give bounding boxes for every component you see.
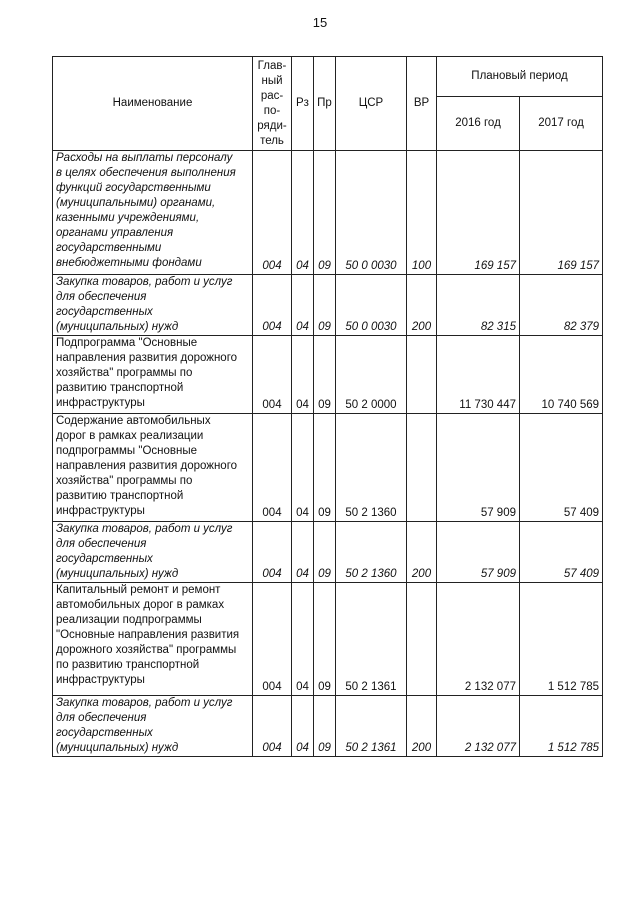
row-name-line: хозяйства" программы по — [56, 475, 193, 487]
table-row — [53, 522, 603, 583]
row-name-line: Закупка товаров, работ и услуг — [56, 276, 233, 288]
header-manager — [253, 57, 292, 151]
table-row — [53, 336, 603, 414]
cell-amount-2016: 57 909 — [437, 522, 520, 583]
cell-pr: 09 — [314, 414, 336, 522]
header-name: Наименование — [53, 57, 253, 151]
row-name — [53, 696, 253, 757]
row-name-line: государственных — [56, 306, 153, 318]
cell-csr: 50 2 1361 — [336, 583, 407, 696]
row-name-line: инфраструктуры — [56, 505, 145, 517]
row-name-line: по развитию транспортной — [56, 659, 200, 671]
cell-manager-code: 004 — [253, 583, 292, 696]
table-row — [53, 414, 603, 522]
cell-amount-2017: 10 740 569 — [520, 336, 603, 414]
cell-amount-2016: 2 132 077 — [437, 696, 520, 757]
row-name-line: (муниципальными) органами, — [56, 197, 216, 209]
header-csr: ЦСР — [336, 57, 407, 151]
cell-amount-2017: 1 512 785 — [520, 583, 603, 696]
cell-vr: 200 — [407, 696, 437, 757]
cell-csr: 50 2 1360 — [336, 414, 407, 522]
cell-amount-2016: 57 909 — [437, 414, 520, 522]
cell-vr — [407, 336, 437, 414]
row-name-line: направления развития дорожного — [56, 352, 238, 364]
header-manager-line: рас- — [260, 89, 284, 102]
row-name-line: подпрограммы "Основные — [56, 445, 198, 457]
row-name-line: внебюджетными фондами — [56, 257, 202, 269]
row-name — [53, 414, 253, 522]
cell-rz: 04 — [292, 696, 314, 757]
row-name-line: Подпрограмма "Основные — [56, 337, 198, 349]
header-year-2017: 2017 год — [520, 97, 603, 151]
cell-vr: 200 — [407, 522, 437, 583]
cell-manager-code: 004 — [253, 336, 292, 414]
cell-vr: 100 — [407, 151, 437, 275]
header-manager-line: тель — [260, 134, 284, 147]
row-name — [53, 151, 253, 275]
row-name-line: (муниципальных) нужд — [56, 321, 179, 333]
row-name — [53, 275, 253, 336]
table-row — [53, 583, 603, 696]
budget-table — [52, 56, 603, 757]
row-name-line: казенными учреждениями, — [56, 212, 200, 224]
cell-rz: 04 — [292, 275, 314, 336]
cell-manager-code: 004 — [253, 414, 292, 522]
row-name-line: Закупка товаров, работ и услуг — [56, 697, 233, 709]
row-name-line: Капитальный ремонт и ремонт — [56, 584, 221, 596]
row-name — [53, 583, 253, 696]
row-name-line: для обеспечения — [56, 712, 147, 724]
cell-amount-2017: 57 409 — [520, 414, 603, 522]
row-name-line: для обеспечения — [56, 291, 147, 303]
cell-amount-2017: 57 409 — [520, 522, 603, 583]
row-name-line: для обеспечения — [56, 538, 147, 550]
cell-amount-2017: 169 157 — [520, 151, 603, 275]
row-name-line: органами управления — [56, 227, 174, 239]
header-rz: Рз — [292, 57, 314, 151]
cell-rz: 04 — [292, 522, 314, 583]
row-name-line: развитию транспортной — [56, 490, 184, 502]
table-row — [53, 151, 603, 275]
row-name-line: развитию транспортной — [56, 382, 184, 394]
cell-vr — [407, 414, 437, 522]
row-name-line: хозяйства" программы по — [56, 367, 193, 379]
cell-csr: 50 0 0030 — [336, 275, 407, 336]
header-manager-line: по- — [263, 104, 281, 117]
cell-amount-2016: 82 315 — [437, 275, 520, 336]
header-manager-line: ряди- — [257, 119, 287, 132]
row-name-line: Закупка товаров, работ и услуг — [56, 523, 233, 535]
table-body — [53, 151, 603, 757]
cell-rz: 04 — [292, 151, 314, 275]
cell-csr: 50 2 1361 — [336, 696, 407, 757]
row-name-line: государственными — [56, 242, 162, 254]
row-name-line: (муниципальных) нужд — [56, 742, 179, 754]
row-name — [53, 336, 253, 414]
row-name-line: дорожного хозяйства" программы — [56, 644, 237, 656]
cell-manager-code: 004 — [253, 151, 292, 275]
cell-pr: 09 — [314, 336, 336, 414]
header-period: Плановый период — [437, 57, 603, 97]
cell-rz: 04 — [292, 583, 314, 696]
header-vr: ВР — [407, 57, 437, 151]
header-manager-line: ный — [261, 74, 283, 87]
header-manager-line: Глав- — [257, 59, 287, 72]
cell-vr: 200 — [407, 275, 437, 336]
cell-pr: 09 — [314, 275, 336, 336]
header-year-2016: 2016 год — [437, 97, 520, 151]
cell-pr: 09 — [314, 583, 336, 696]
header-pr: Пр — [314, 57, 336, 151]
cell-csr: 50 2 0000 — [336, 336, 407, 414]
row-name-line: автомобильных дорог в рамках — [56, 599, 225, 611]
row-name-line: инфраструктуры — [56, 674, 145, 686]
cell-amount-2016: 169 157 — [437, 151, 520, 275]
row-name-line: дорог в рамках реализации — [56, 430, 204, 442]
cell-pr: 09 — [314, 696, 336, 757]
row-name-line: в целях обеспечения выполнения — [56, 167, 236, 179]
row-name — [53, 522, 253, 583]
cell-manager-code: 004 — [253, 522, 292, 583]
cell-amount-2017: 82 379 — [520, 275, 603, 336]
cell-rz: 04 — [292, 336, 314, 414]
page-number: 15 — [312, 15, 328, 30]
table-row — [53, 696, 603, 757]
cell-amount-2017: 1 512 785 — [520, 696, 603, 757]
table-row — [53, 275, 603, 336]
cell-csr: 50 2 1360 — [336, 522, 407, 583]
row-name-line: государственных — [56, 553, 153, 565]
cell-rz: 04 — [292, 414, 314, 522]
row-name-line: (муниципальных) нужд — [56, 568, 179, 580]
row-name-line: функций государственными — [56, 182, 211, 194]
row-name-line: реализации подпрограммы — [56, 614, 202, 626]
cell-manager-code: 004 — [253, 275, 292, 336]
cell-csr: 50 0 0030 — [336, 151, 407, 275]
cell-vr — [407, 583, 437, 696]
row-name-line: Расходы на выплаты персоналу — [56, 152, 233, 164]
row-name-line: Содержание автомобильных — [56, 415, 211, 427]
row-name-line: государственных — [56, 727, 153, 739]
cell-pr: 09 — [314, 522, 336, 583]
row-name-line: инфраструктуры — [56, 397, 145, 409]
cell-amount-2016: 2 132 077 — [437, 583, 520, 696]
row-name-line: направления развития дорожного — [56, 460, 238, 472]
cell-manager-code: 004 — [253, 696, 292, 757]
row-name-line: "Основные направления развития — [56, 629, 240, 641]
cell-pr: 09 — [314, 151, 336, 275]
cell-amount-2016: 11 730 447 — [437, 336, 520, 414]
